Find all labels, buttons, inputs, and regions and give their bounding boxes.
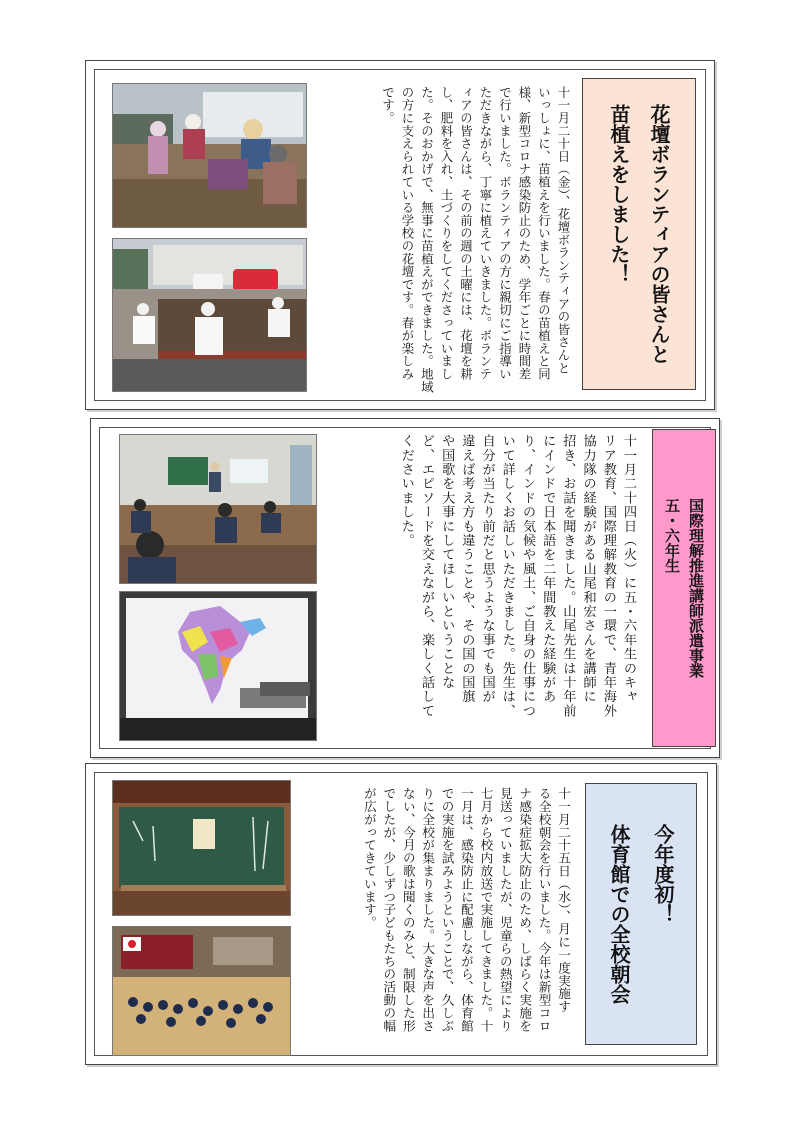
section-title: 花壇ボランティアの皆さんと 苗植えをしました！ [607,104,671,364]
flower-bed-planting-photo [112,83,307,228]
section-inner-frame [94,772,708,1056]
section-title: 国際理解推進講師派遣事業 五・六年生 [663,498,705,678]
gymnasium-assembly-photo [112,926,291,1056]
section-title-box [585,783,697,1045]
section-school-assembly [85,763,717,1065]
section-title: 今年度初！ 体育館での全校朝会 [607,824,675,1004]
section-title-box [652,429,716,747]
section-title-box [582,78,696,390]
article-body: 十一月二十四日（火）に五・六年生のキャ リア教育、国際理解教育の一環で、青年海外 協力隊の経験がある山尾和宏さんを講師に 招き、お話を聞きました。山尾先生は十年前 にインドで日本語を二年間教えた経験があ り、インドの気候や風土、ご自身の仕事につ いて詳しくお話しいただきました。先生は、 自分が当たり前だと思うような事でも国が 違えば考え方も違うことや、その国の国旗 や国歌を大事にしてほしいということな ど、エピソードを交えながら、楽しく話して くださいました。 [398,434,636,718]
section-international-lecture [90,418,720,758]
article-body: 十一月二十日（金）、花壇ボランティアの皆さんと いっしょに、苗植えを行いました。春の苗植えと同 様、新型コロナ感染防止のため、学年ごとに時間差 で行いました。ボランティアの方に親切にご指導い ただきながら、丁寧に植えていきました。ボランテ ィアの皆さんは、その前の週の土曜には、花壇を耕 し、肥料を入れ、土づくりをしてくださっていまし た。そのおかげで、無事に苗植えができました。地域 の方に支えられている学校の花壇です。春が楽しみ です。 [380,86,571,394]
section-inner-frame [94,69,706,401]
classroom-lecture-photo [119,434,317,584]
students-planting-photo [112,238,307,392]
india-map-screen-photo [119,591,317,741]
section-flower-volunteers [85,60,715,410]
blackboard-photo [112,780,291,916]
section-inner-frame [99,427,711,749]
article-body: 十一月二十五日（水）、月に一度実施す る全校朝会を行いました。今年は新型コロ ナ感染症拡大防止のため、しばらく実施を 見送っていましたが、児童らの熱望により 七月から校内放送で実施してきました。十 一月は、感染防止に配慮しながら、体育館 での実施を試みようということで、久しぶ りに全校が集まりました。大きな声を出さ ない、今月の歌は聞くのみと、制限した形 でしたが、少しずつ子どもたちの活動の幅 が広がってきています。 [361,787,571,1033]
